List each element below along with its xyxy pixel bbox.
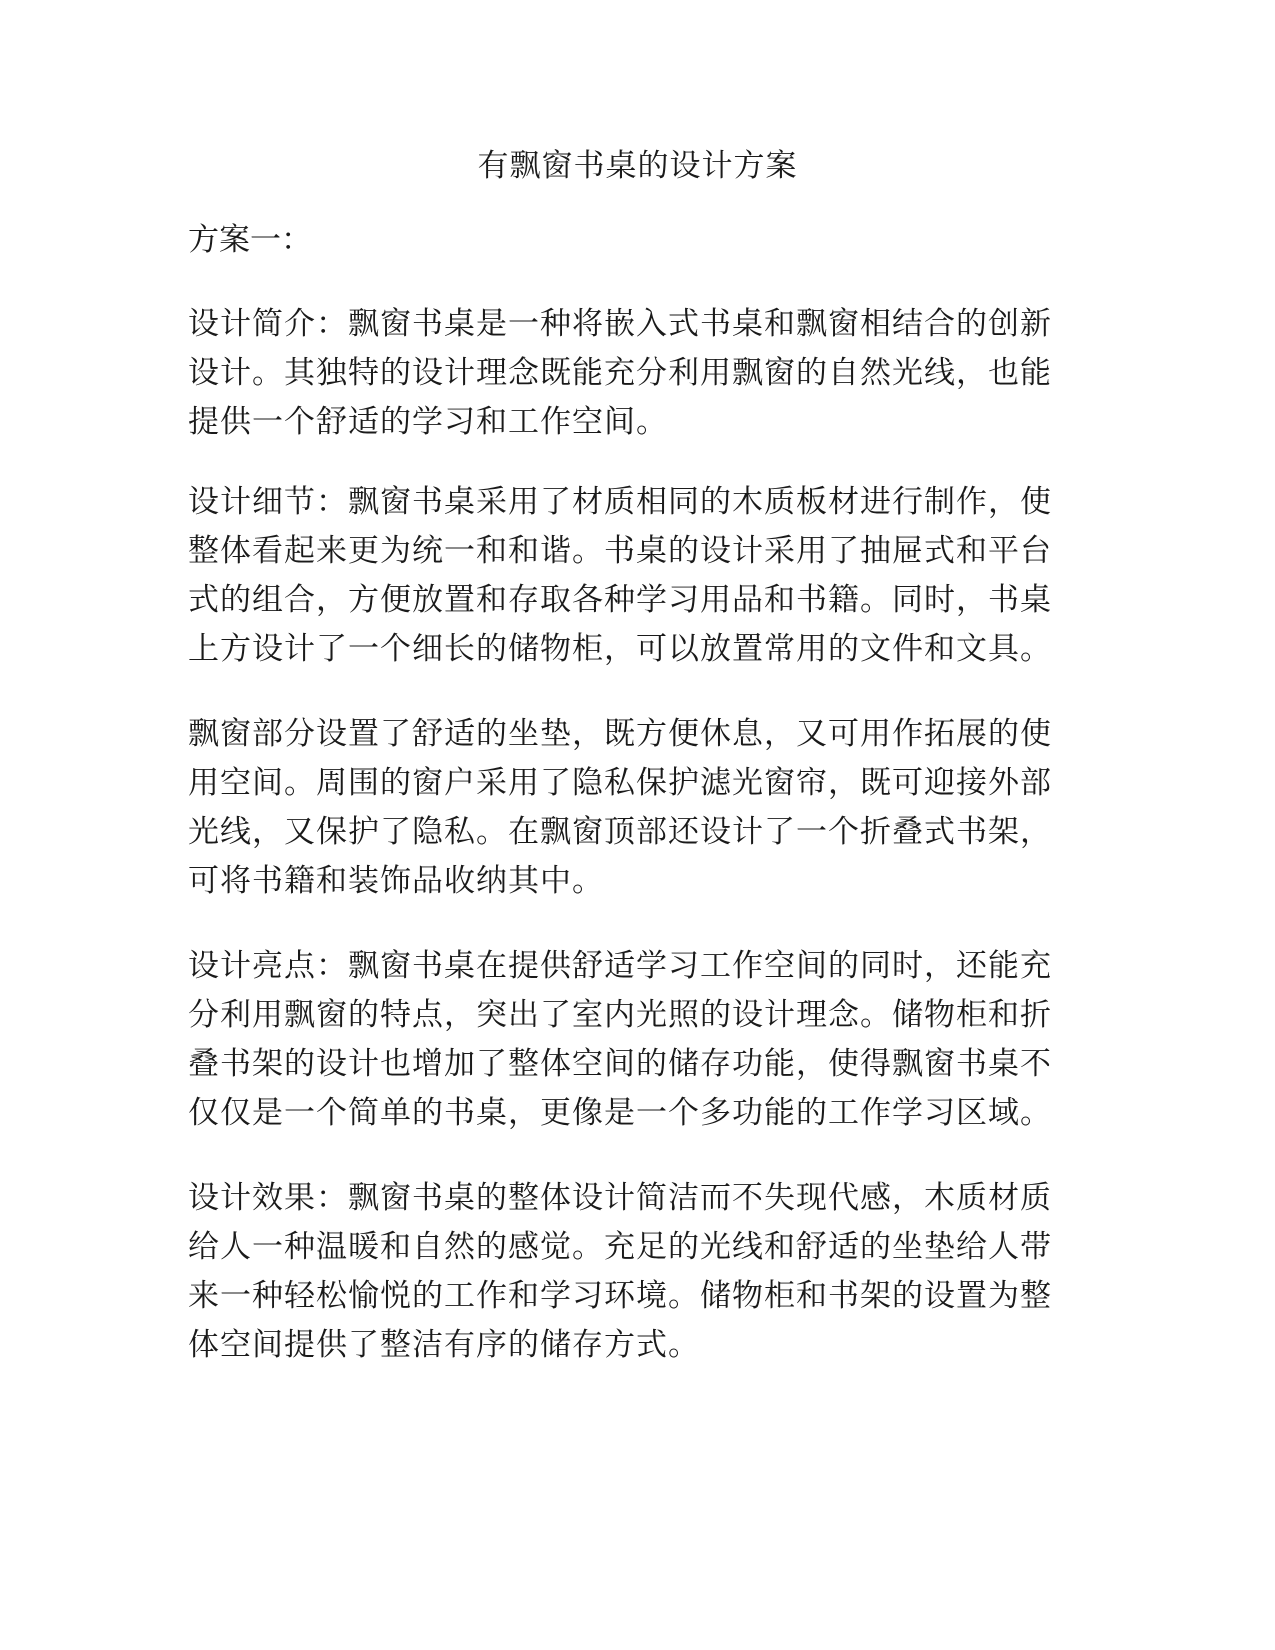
text-line: 用空间。周围的窗户采用了隐私保护滤光窗帘，既可迎接外部 bbox=[188, 765, 1052, 801]
text-line: 提供一个舒适的学习和工作空间。 bbox=[188, 404, 668, 440]
text-line: 叠书架的设计也增加了整体空间的储存功能，使得飘窗书桌不 bbox=[188, 1046, 1052, 1082]
paragraph-bay-window bbox=[188, 710, 1088, 906]
text-line: 设计亮点：飘窗书桌在提供舒适学习工作空间的同时，还能充 bbox=[188, 948, 1052, 984]
text-line: 设计细节：飘窗书桌采用了材质相同的木质板材进行制作，使 bbox=[188, 484, 1052, 520]
text-line: 分利用飘窗的特点，突出了室内光照的设计理念。储物柜和折 bbox=[188, 997, 1052, 1033]
text-line: 整体看起来更为统一和和谐。书桌的设计采用了抽屉式和平台 bbox=[188, 533, 1052, 569]
paragraph-effect bbox=[188, 1174, 1088, 1370]
paragraph-details bbox=[188, 478, 1088, 674]
text-line: 设计效果：飘窗书桌的整体设计简洁而不失现代感，木质材质 bbox=[188, 1180, 1052, 1216]
section-heading: 方案一： bbox=[188, 222, 312, 258]
text-line: 光线，又保护了隐私。在飘窗顶部还设计了一个折叠式书架， bbox=[188, 814, 1052, 850]
text-line: 设计。其独特的设计理念既能充分利用飘窗的自然光线，也能 bbox=[188, 355, 1052, 391]
text-line: 来一种轻松愉悦的工作和学习环境。储物柜和书架的设置为整 bbox=[188, 1278, 1052, 1314]
paragraph-intro bbox=[188, 300, 1088, 447]
text-line: 体空间提供了整洁有序的储存方式。 bbox=[188, 1327, 700, 1363]
text-line: 飘窗部分设置了舒适的坐垫，既方便休息，又可用作拓展的使 bbox=[188, 716, 1052, 752]
text-line: 设计简介：飘窗书桌是一种将嵌入式书桌和飘窗相结合的创新 bbox=[188, 306, 1052, 342]
text-line: 式的组合，方便放置和存取各种学习用品和书籍。同时，书桌 bbox=[188, 582, 1052, 618]
paragraph-highlights bbox=[188, 942, 1088, 1138]
text-line: 可将书籍和装饰品收纳其中。 bbox=[188, 863, 604, 899]
document-title: 有飘窗书桌的设计方案 bbox=[477, 148, 798, 184]
text-line: 给人一种温暖和自然的感觉。充足的光线和舒适的坐垫给人带 bbox=[188, 1229, 1052, 1265]
text-line: 仅仅是一个简单的书桌，更像是一个多功能的工作学习区域。 bbox=[188, 1095, 1052, 1131]
text-line: 上方设计了一个细长的储物柜，可以放置常用的文件和文具。 bbox=[188, 631, 1052, 667]
